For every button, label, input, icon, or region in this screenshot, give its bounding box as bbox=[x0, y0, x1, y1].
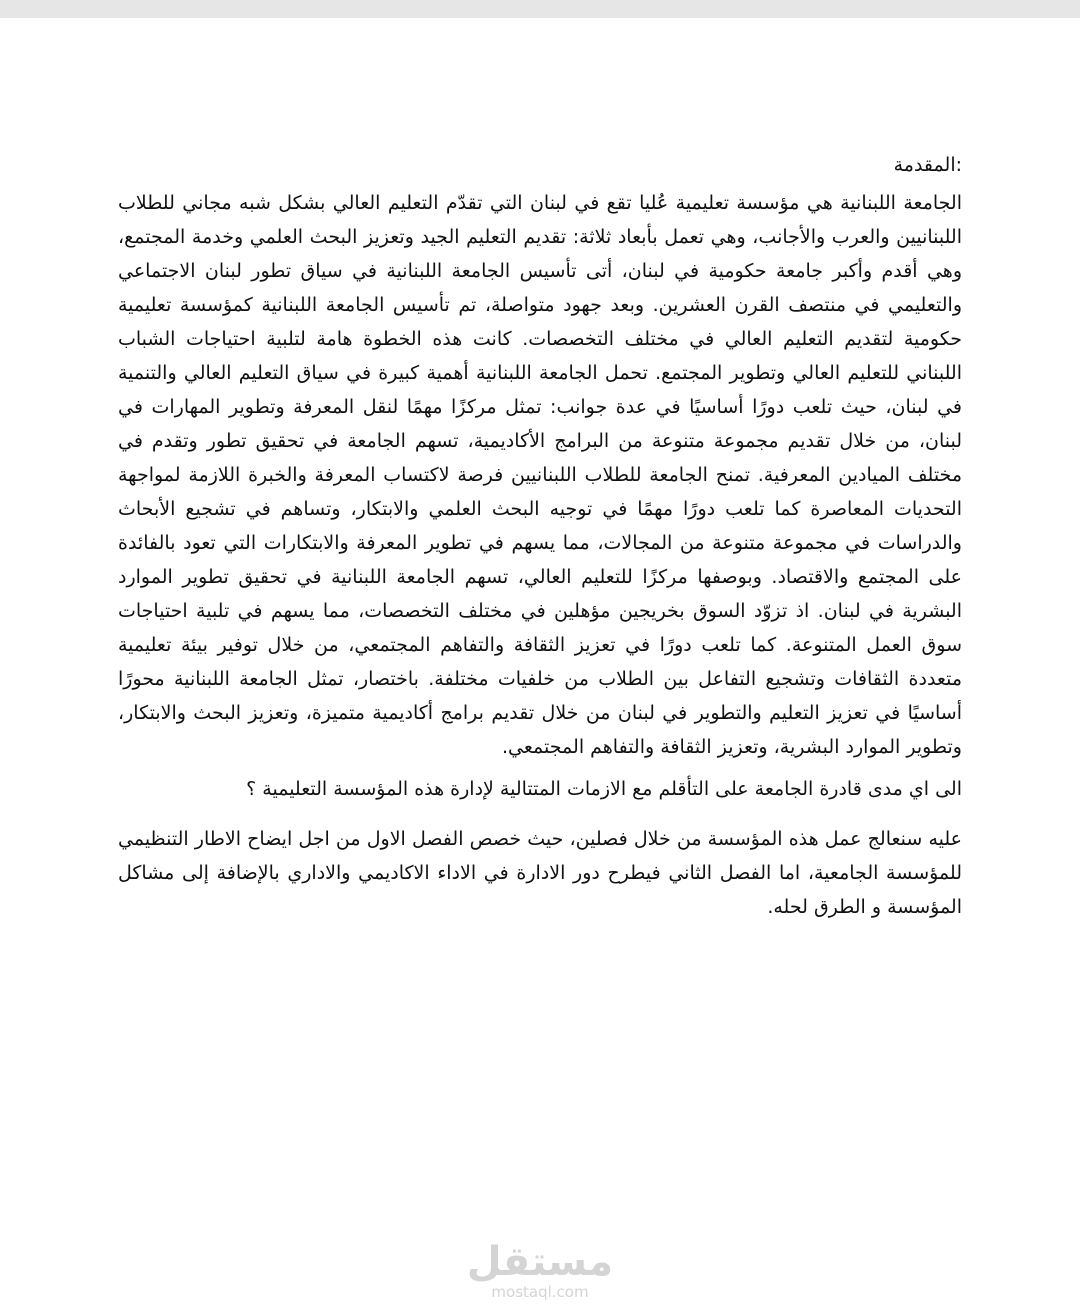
top-toolbar-strip bbox=[0, 0, 1080, 18]
document-content bbox=[118, 148, 962, 924]
section-heading: :المقدمة bbox=[893, 154, 962, 176]
watermark-logo bbox=[440, 1240, 640, 1300]
introduction-paragraph: الجامعة اللبنانية هي مؤسسة تعليمية عُليا تقع في لبنان التي تقدّم التعليم العالي بشكل شبه مجاني للطلاب اللبنانيين والعرب والأجانب، وهي تعمل بأبعاد ثلاثة: تقديم التعليم الجيد وتعزيز البحث العلمي وخدمة المجتمع، وهي أقدم وأكبر جامعة حكومية في لبنان، أتى تأسيس الجامعة اللبنانية في سياق تطور لبنان الاجتماعي والتعليمي في منتصف القرن العشرين. وبعد جهود متواصلة، تم تأسيس الجامعة اللبنانية كمؤسسة تعليمية حكومية لتقديم التعليم العالي في مختلف التخصصات. كانت هذه الخطوة هامة لتلبية احتياجات الشباب اللبناني للتعليم العالي وتطوير المجتمع. تحمل الجامعة اللبنانية أهمية كبيرة في سياق التعليم العالي والتنمية في لبنان، حيث تلعب دورًا أساسيًا في عدة جوانب: تمثل مركزًا مهمًا لنقل المعرفة وتطوير المهارات في لبنان، من خلال تقديم مجموعة متنوعة من البرامج الأكاديمية، تسهم الجامعة في تحقيق تطور وتقدم في مختلف الميادين المعرفية. تمنح الجامعة للطلاب اللبنانيين فرصة لاكتساب المعرفة والخبرة اللازمة لمواجهة التحديات المعاصرة كما تلعب دورًا مهمًا في توجيه البحث العلمي والابتكار، وتساهم في تشجيع الأبحاث والدراسات في مجموعة متنوعة من المجالات، مما يسهم في تطوير المعرفة والابتكارات التي تعود بالفائدة على المجتمع والاقتصاد. وبوصفها مركزًا للتعليم العالي، تسهم الجامعة اللبنانية في تحقيق تطوير الموارد البشرية في لبنان. اذ تزوّد السوق بخريجين مؤهلين في مختلف التخصصات، مما يسهم في تلبية احتياجات سوق العمل المتنوعة. كما تلعب دورًا في تعزيز الثقافة والتفاهم المجتمعي، من خلال توفير بيئة تعليمية متعددة الثقافات وتشجيع التفاعل بين الطلاب من خلفيات مختلفة. باختصار، تمثل الجامعة اللبنانية محورًا أساسيًا في تعزيز التعليم والتطوير في لبنان من خلال تقديم برامج أكاديمية متميزة، وتعزيز البحث والابتكار، وتطوير الموارد البشرية، وتعزيز الثقافة والتفاهم المجتمعي. bbox=[118, 192, 962, 758]
watermark-domain: mostaql.com bbox=[491, 1283, 589, 1301]
watermark-logo-text: مستقل bbox=[466, 1239, 614, 1285]
outline-paragraph: عليه سنعالج عمل هذه المؤسسة من خلال فصلين، حيث خصص الفصل الاول من اجل ايضاح الاطار التنظيمي للمؤسسة الجامعية، اما الفصل الثاني فيطرح دور الادارة في الاداء الاكاديمي والاداري بالإضافة إلى مشاكل المؤسسة و الطرق لحله. bbox=[118, 828, 962, 918]
research-question: الى اي مدى قادرة الجامعة على التأقلم مع الازمات المتتالية لإدارة هذه المؤسسة التعليمية ؟ bbox=[246, 778, 962, 800]
document-page bbox=[0, 18, 1080, 1308]
